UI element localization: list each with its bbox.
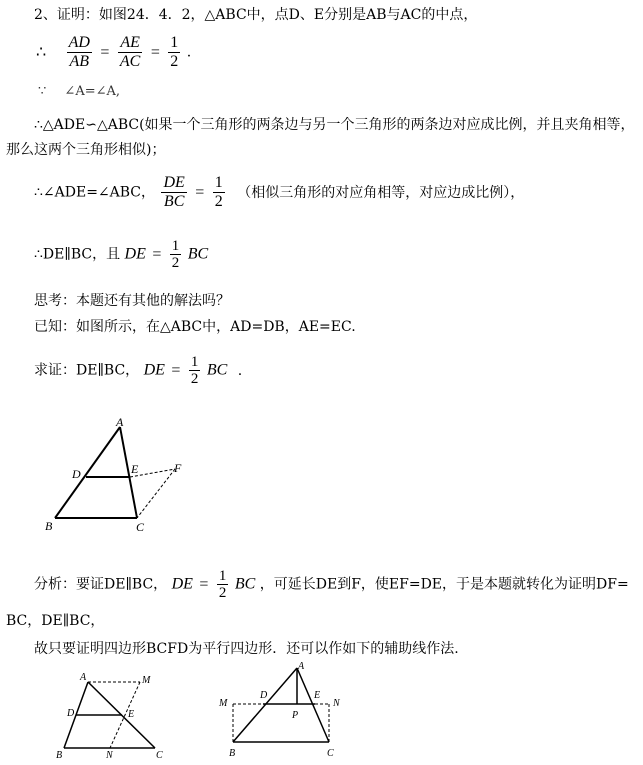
label-b: B — [56, 750, 63, 761]
fraction-numerator: AE — [118, 34, 142, 53]
label-b: B — [45, 519, 53, 533]
label-m: M — [142, 675, 151, 686]
fraction-denominator: 2 — [214, 193, 223, 210]
fraction-de-bc — [161, 174, 186, 211]
fraction-denominator: 2 — [171, 255, 180, 271]
label-a: A — [298, 661, 305, 672]
triangle-abc — [64, 682, 155, 748]
label-e: E — [131, 462, 139, 476]
dashed-extension — [130, 469, 175, 518]
prove-label: 求证：DE∥BC， — [34, 362, 140, 379]
side-ab — [55, 427, 120, 518]
conclusion-line — [34, 238, 208, 271]
label-m: M — [219, 698, 228, 709]
fraction-numerator: 1 — [171, 238, 180, 254]
equals-sign: = — [150, 43, 160, 61]
side-ac — [297, 668, 329, 742]
angle-a-equals: ∠A=∠A, — [64, 84, 121, 99]
therefore-symbol: ∴ — [36, 41, 47, 61]
fraction-denominator: 2 — [190, 371, 199, 387]
fraction-one-half — [168, 34, 180, 71]
label-e: E — [128, 709, 135, 720]
segment-fc — [137, 469, 175, 518]
fraction-ae-ac — [118, 34, 142, 71]
fraction-one-half — [189, 354, 201, 387]
label-e: E — [314, 690, 321, 701]
fraction-numerator: 1 — [190, 354, 199, 370]
analysis-line-cont: BC，DE∥BC， — [6, 613, 105, 629]
angle-ade-abc: ∴∠ADE=∠ABC， — [34, 184, 156, 201]
fraction-one-half — [217, 568, 229, 601]
period: . — [186, 44, 192, 61]
fraction-denominator: AB — [69, 53, 90, 70]
fraction-denominator: AC — [119, 53, 141, 70]
fraction-denominator: 2 — [170, 53, 179, 70]
label-c: C — [136, 520, 145, 534]
angle-equal-line — [38, 83, 120, 101]
angle-ratio-line — [34, 174, 524, 211]
label-n: N — [106, 750, 113, 761]
label-d: D — [67, 708, 75, 719]
side-ab — [233, 668, 297, 742]
label-b: B — [229, 748, 236, 759]
because-symbol: ∵ — [38, 84, 47, 99]
equals-sign: = — [100, 43, 110, 61]
expr-bc: BC — [187, 245, 209, 263]
label-d: D — [260, 690, 268, 701]
expr-de: DE — [143, 361, 165, 379]
fraction-denominator: BC — [163, 193, 185, 210]
equals-sign: = — [195, 183, 205, 201]
label-a: A — [116, 415, 124, 429]
fraction-numerator: 1 — [218, 568, 227, 584]
triangle-figure-1 — [40, 415, 200, 535]
prove-statement — [34, 354, 242, 387]
fraction-one-half — [170, 238, 182, 271]
think-question: 思考：本题还有其他的解法吗？ — [34, 293, 230, 309]
analysis-text: ，可延长DE到F，使EF=DE，于是本题就转化为证明DF= — [259, 576, 629, 593]
equals-sign: = — [152, 245, 162, 263]
label-p: P — [292, 710, 299, 721]
label-c: C — [327, 748, 334, 759]
de-parallel-bc: ∴DE∥BC，且 — [34, 246, 121, 263]
triangle-abc — [55, 427, 137, 518]
triangle-abc — [233, 668, 329, 742]
period: . — [237, 362, 243, 379]
analysis-label: 分析：要证DE∥BC， — [34, 576, 168, 593]
label-c: C — [156, 750, 163, 761]
triangle-figure-3 — [215, 660, 375, 762]
similar-triangles-line-cont: 那么这两个三角形相似)； — [6, 142, 166, 158]
similar-triangles-line: ∴△ADE∽△ABC(如果一个三角形的两条边与另一个三角形的两条边对应成比例，并且夹角相等， — [34, 117, 635, 133]
analysis-line — [34, 568, 629, 601]
ratio-equation — [36, 34, 191, 71]
equals-sign: = — [171, 361, 181, 379]
fraction-ad-ab — [67, 34, 92, 71]
fraction-numerator: DE — [163, 174, 185, 191]
label-a: A — [80, 672, 87, 683]
label-n: N — [333, 698, 340, 709]
proof-heading: 2、证明：如图24．4．2，△ABC中，点D、E分别是AB与AC的中点， — [34, 7, 478, 23]
expr-bc: BC — [234, 575, 256, 593]
label-f: F — [174, 461, 182, 475]
fraction-numerator: 1 — [170, 34, 179, 51]
reason-text: （相似三角形的对应角相等，对应边成比例）， — [237, 184, 525, 201]
fraction-numerator: 1 — [214, 174, 223, 191]
auxiliary-line-intro: 故只要证明四边形BCFD为平行四边形．还可以作如下的辅助线作法. — [34, 641, 459, 657]
given-statement: 已知：如图所示，在△ABC中，AD=DB，AE=EC. — [34, 319, 356, 335]
equals-sign: = — [199, 575, 209, 593]
expr-bc: BC — [206, 361, 228, 379]
triangle-figure-2 — [50, 670, 190, 762]
label-d: D — [72, 467, 81, 481]
fraction-one-half — [213, 174, 225, 211]
fraction-denominator: 2 — [218, 585, 227, 601]
expr-de: DE — [124, 245, 146, 263]
fraction-numerator: AD — [68, 34, 90, 51]
expr-de: DE — [171, 575, 193, 593]
